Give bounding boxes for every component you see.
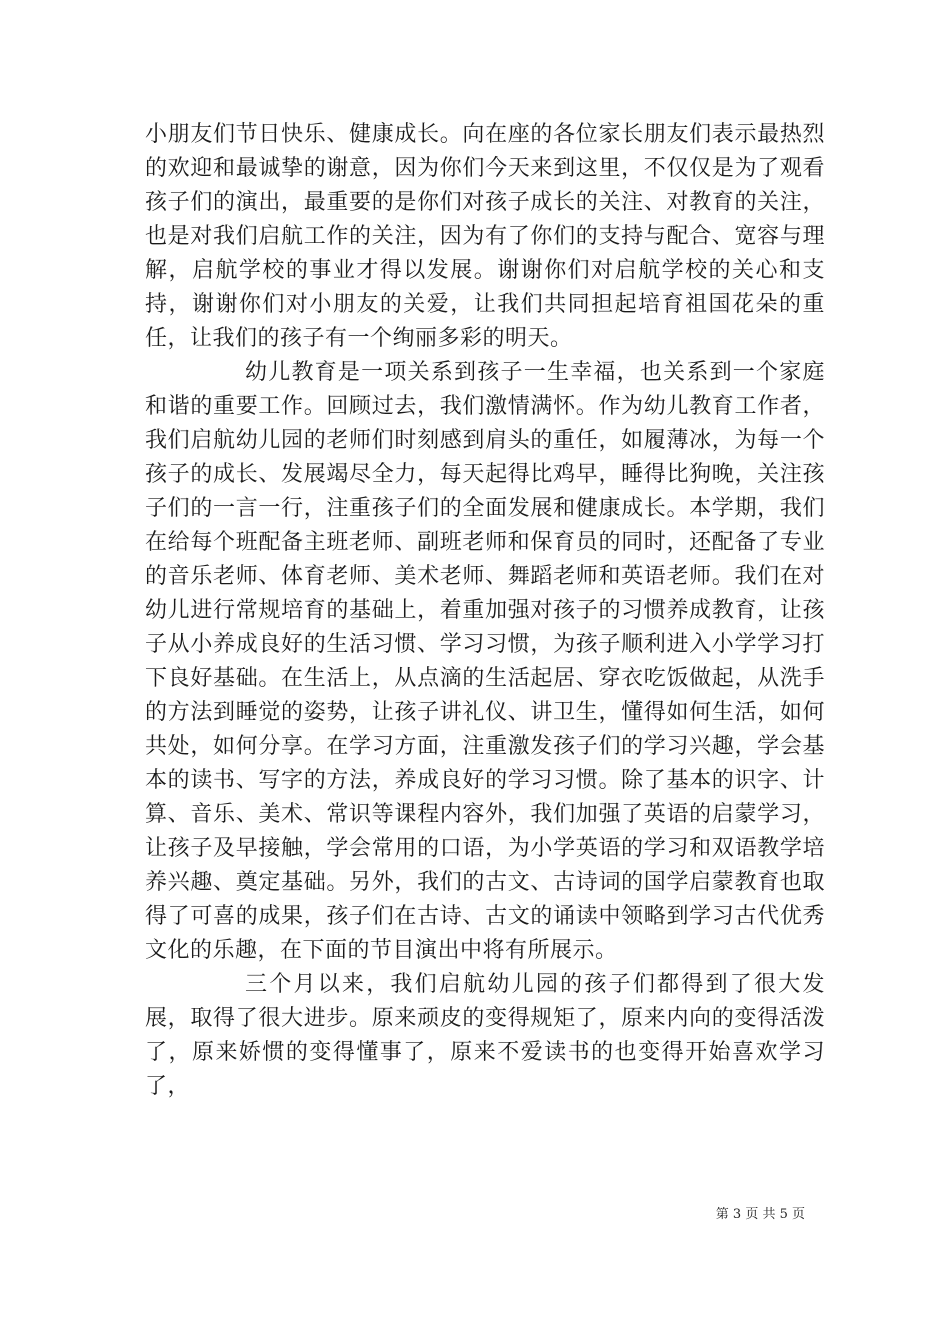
paragraph-2: 幼儿教育是一项关系到孩子一生幸福，也关系到一个家庭和谐的重要工作。回顾过去，我们激情满怀。作为幼儿教育工作者，我们启航幼儿园的老师们时刻感到肩头的重任，如履薄冰，为每一个孩子的成长、发展竭尽全力，每天起得比鸡早，睡得比狗晚，关注孩子们的一言一行，注重孩子们的全面发展和健康成长。本学期，我们在给每个班配备主班老师、副班老师和保育员的同时，还配备了专业的音乐老师、体育老师、美术老师、舞蹈老师和英语老师。我们在对幼儿进行常规培育的基础上，着重加强对孩子的习惯养成教育，让孩子从小养成良好的生活习惯、学习习惯，为孩子顺利进入小学学习打下良好基础。在生活上，从点滴的生活起居、穿衣吃饭做起，从洗手的方法到睡觉的姿势，让孩子讲礼仪、讲卫生，懂得如何生活，如何共处，如何分享。在学习方面，注重激发孩子们的学习兴趣，学会基本的读书、写字的方法，养成良好的学习习惯。除了基本的识字、计算、音乐、美术、常识等课程内容外，我们加强了英语的启蒙学习，让孩子及早接触，学会常用的口语，为小学英语的学习和双语教学培养兴趣、奠定基础。另外，我们的古文、古诗词的国学启蒙教育也取得了可喜的成果，孩子们在古诗、古文的诵读中领略到学习古代优秀文化的乐趣，在下面的节目演出中将有所展示。 [145,360,825,963]
paragraph-3: 三个月以来，我们启航幼儿园的孩子们都得到了很大发展，取得了很大进步。原来顽皮的变得规矩了，原来内向的变得活泼了，原来娇惯的变得懂事了，原来不爱读书的也变得开始喜欢学习了， [145,972,825,1099]
paragraph-1: 小朋友们节日快乐、健康成长。向在座的各位家长朋友们表示最热烈的欢迎和最诚挚的谢意，因为你们今天来到这里，不仅仅是为了观看孩子们的演出，最重要的是你们对孩子成长的关注、对教育的关注，也是对我们启航工作的关注，因为有了你们的支持与配合、宽容与理解，启航学校的事业才得以发展。谢谢你们对启航学校的关心和支持，谢谢你们对小朋友的关爱，让我们共同担起培育祖国花朵的重任，让我们的孩子有一个绚丽多彩的明天。 [145,122,825,351]
page-number-footer: 第 3 页 共 5 页 [715,1207,805,1222]
document-body [145,118,825,1104]
